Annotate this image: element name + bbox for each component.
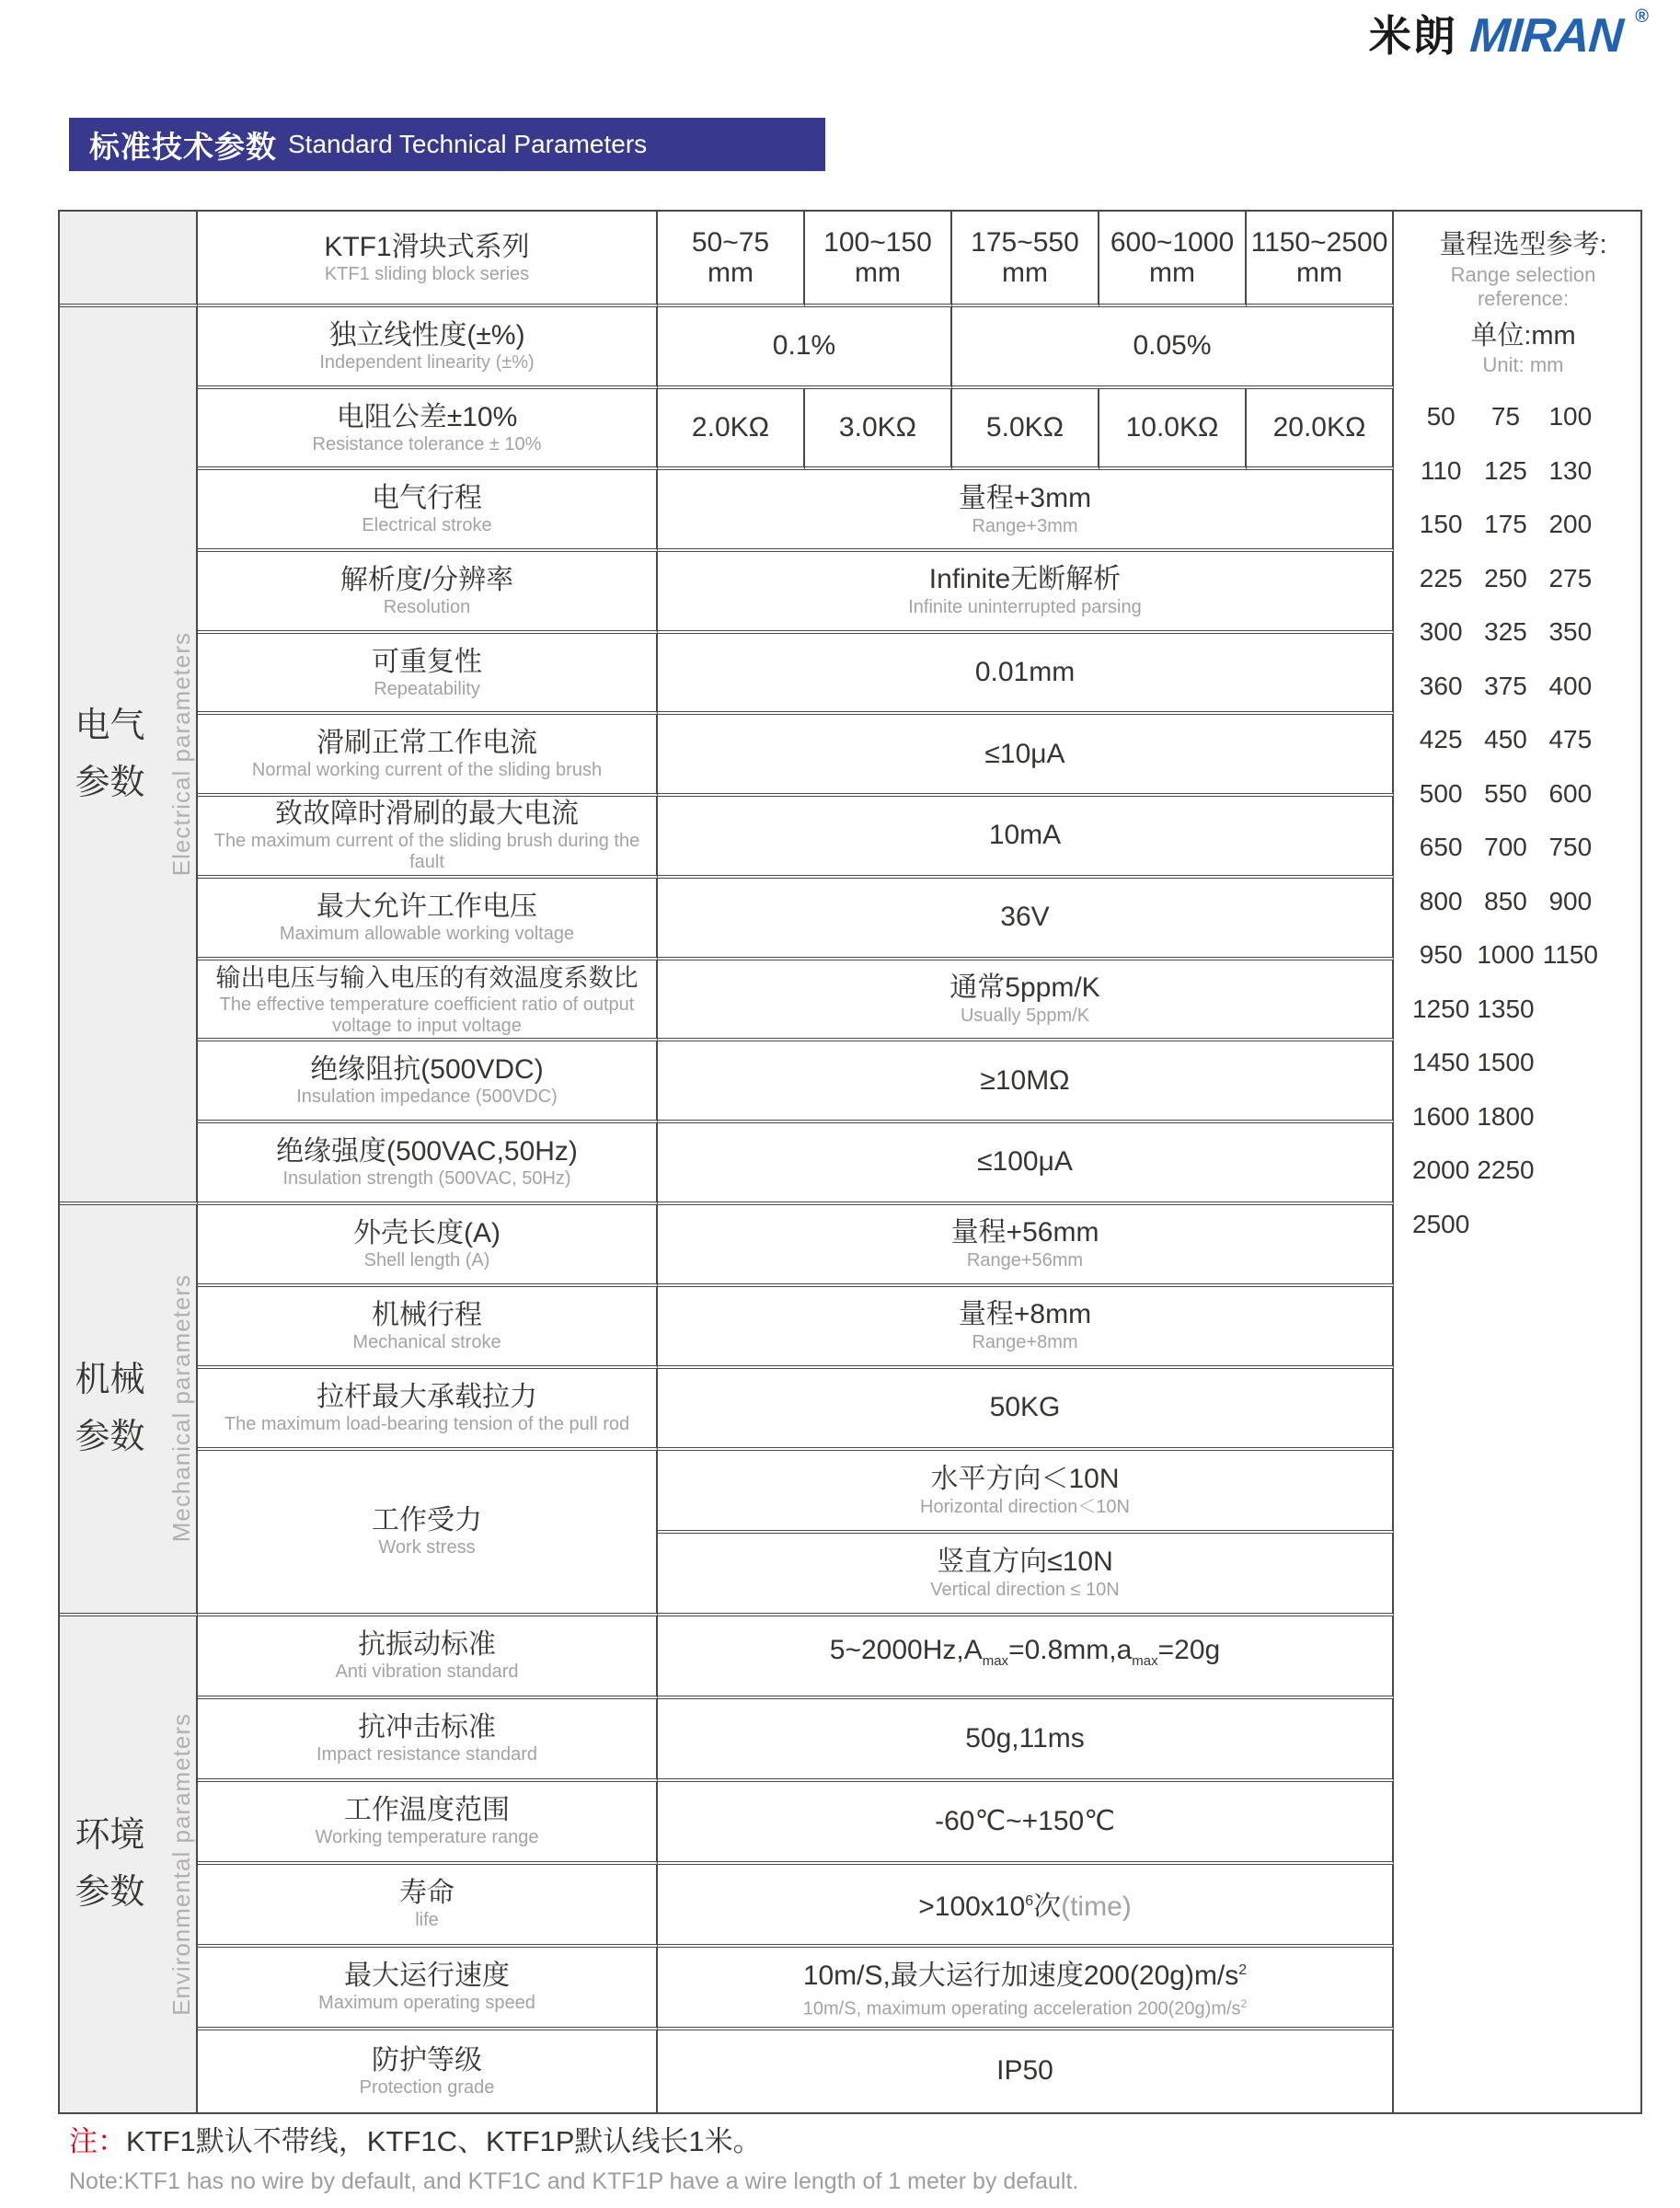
technical-parameters-table [58,210,1642,2114]
range-row: 360 375 400 [1419,671,1593,700]
category-label-english: Electrical parameters [167,632,195,877]
range-row: 300 325 350 [1419,617,1593,647]
row-resistance-value-4: 20.0KΩ [1247,389,1394,471]
range-row: 650 700 750 [1419,833,1593,862]
category-label-chinese: 环境参数 [75,1816,145,1913]
row-max-speed-value: 10m/S,最大运行加速度$200(20g)m/s^2$ 10m/S, maximum operating acceleration $200(20g)m/s^2$ [658,1948,1394,2030]
category-label-chinese: 电气参数 [75,706,145,802]
brand-logo [1368,6,1649,63]
range-value: 1150~2500 [1250,227,1388,258]
range-value: 50~75 [691,227,770,258]
row-electrical-stroke-label: 电气行程 Electrical stroke [198,470,658,552]
range-row: 1450 1500 [1412,1048,1535,1077]
brand-logo-wordmark: MIRAN [1467,9,1625,63]
series-name-chinese: KTF1滑块式系列 [324,231,530,262]
range-row: 110 125 130 [1420,455,1593,485]
row-insulation-impedance-value: ≥10MΩ [658,1041,1394,1123]
row-resolution-label: 解析度/分辨率 Resolution [198,552,658,634]
row-brush-current-label: 滑刷正常工作电流 Normal working current of the sliding brush [198,715,658,797]
row-mechanical-stroke-value: 量程+8mm Range+8mm [658,1287,1394,1369]
range-reference-heading [1394,226,1640,377]
category-label-chinese: 机械参数 [75,1361,145,1457]
footnote [69,2123,1633,2197]
category-mechanical-parameters [60,1205,198,1616]
row-pull-rod-tension-value: 50KG [658,1369,1394,1451]
row-life-value: $>100x10^6$次(time) [658,1865,1394,1948]
range-reference-unit-english: Unit: mm [1482,353,1564,376]
row-anti-vibration-label: 抗振动标准 Anti vibration standard [198,1616,658,1699]
header-range-column-4 [1247,212,1394,307]
header-range-column-2 [952,212,1099,307]
category-label-english: Environmental parameters [167,1712,195,2016]
category-environmental-parameters [60,1616,198,2112]
row-insulation-strength-value: ≤100μA [658,1123,1394,1205]
row-repeatability-label: 可重复性 Repeatability [198,634,658,716]
row-fault-current-label: 致故障时滑刷的最大电流 The maximum current of the sliding brush during the fault [198,797,658,879]
registered-trademark-icon: ® [1635,6,1649,27]
row-repeatability-value: 0.01mm [658,634,1394,716]
series-name-english: KTF1 sliding block series [324,263,530,284]
row-temp-coefficient-value: 通常5ppm/K Usually 5ppm/K [658,960,1394,1042]
header-range-column-3 [1099,212,1247,307]
range-row: 50 75 100 [1426,402,1593,431]
footnote-english: Note:KTF1 has no wire by default, and KTF1C and KTF1P have a wire length of 1 meter by default. [69,2168,1079,2194]
range-row: 425 450 475 [1419,725,1593,754]
range-row: 950 1000 1150 [1419,940,1598,970]
range-reference-title-english-1: Range selection [1450,263,1596,286]
section-title-bar [69,118,825,171]
row-work-stress-vertical-value: 竖直方向≤10N Vertical direction ≤ 10N [658,1534,1394,1616]
header-range-column-1 [805,212,952,307]
range-row: 150 175 200 [1419,510,1593,539]
range-row: 1250 1350 [1412,994,1535,1023]
section-title-english: Standard Technical Parameters [288,130,648,158]
header-category-spacer [60,212,198,307]
row-linearity-label: 独立线性度(±%) Independent linearity (±%) [198,307,658,389]
range-unit: mm [1296,258,1342,288]
row-resistance-value-3: 10.0KΩ [1099,389,1247,471]
range-unit: mm [855,258,901,288]
row-max-voltage-value: 36V [658,879,1394,960]
row-insulation-impedance-label: 绝缘阻抗(500VDC) Insulation impedance (500VDC) [198,1041,658,1123]
range-row: 1600 1800 [1412,1101,1535,1131]
section-title-chinese: 标准技术参数 [89,129,277,164]
row-resistance-label: 电阻公差±10% Resistance tolerance ± 10% [198,389,658,471]
range-selection-reference-panel [1394,212,1640,2112]
row-fault-current-value: 10mA [658,797,1394,879]
range-row: 500 550 600 [1419,778,1593,808]
row-temperature-range-label: 工作温度范围 Working temperature range [198,1782,658,1865]
brand-logo-chinese: 米朗 [1368,12,1457,60]
row-shell-length-label: 外壳长度(A) Shell length (A) [198,1205,658,1287]
category-electrical-parameters [60,307,198,1205]
range-reference-number-grid [1394,390,1640,1251]
category-label-english: Mechanical parameters [167,1274,195,1543]
row-anti-vibration-value: $5\sim 2000Hz,A_{max}=0.8mm,a_{max}=20g$ [658,1616,1394,1699]
row-resistance-value-2: 5.0KΩ [952,389,1099,471]
row-electrical-stroke-value: 量程+3mm Range+3mm [658,470,1394,552]
range-reference-title-english-2: reference: [1477,287,1570,310]
row-linearity-value-low-range: 0.1% [658,307,952,389]
footnote-chinese: 注：KTF1默认不带线，KTF1C、KTF1P默认线长1米。 [69,2125,762,2157]
range-reference-unit-chinese: 单位:mm [1470,321,1576,351]
range-unit: mm [1002,258,1048,288]
row-insulation-strength-label: 绝缘强度(500VAC,50Hz) Insulation strength (500VAC, 50Hz) [198,1123,658,1205]
range-reference-title-chinese: 量程选型参考: [1439,230,1607,259]
row-mechanical-stroke-label: 机械行程 Mechanical stroke [198,1287,658,1369]
row-linearity-value-high-range: 0.05% [952,307,1394,389]
row-temperature-range-value: -60℃~+150℃ [658,1782,1394,1865]
range-row: 225 250 275 [1419,563,1593,592]
row-protection-grade-value: IP50 [658,2030,1394,2112]
row-brush-current-value: ≤10μA [658,715,1394,797]
row-protection-grade-label: 防护等级 Protection grade [198,2030,658,2112]
header-range-column-0 [658,212,805,307]
range-row: 800 850 900 [1419,886,1593,915]
footnote-prefix: 注： [69,2125,126,2157]
row-shell-length-value: 量程+56mm Range+56mm [658,1205,1394,1287]
range-unit: mm [708,258,754,288]
row-resistance-value-1: 3.0KΩ [805,389,952,471]
range-value: 600~1000 [1110,227,1235,258]
range-row: 2000 2250 [1412,1156,1535,1185]
range-value: 100~150 [823,227,932,258]
row-work-stress-horizontal-value: 水平方向＜10N Horizontal direction＜10N [658,1451,1394,1534]
row-resolution-value: Infinite无断解析 Infinite uninterrupted parsing [658,552,1394,634]
row-work-stress-label: 工作受力 Work stress [198,1451,658,1616]
header-series-cell [198,212,658,307]
row-max-voltage-label: 最大允许工作电压 Maximum allowable working voltage [198,879,658,960]
row-max-speed-label: 最大运行速度 Maximum operating speed [198,1948,658,2030]
row-pull-rod-tension-label: 拉杆最大承载拉力 The maximum load-bearing tension of the pull rod [198,1369,658,1451]
row-temp-coefficient-label: 输出电压与输入电压的有效温度系数比 The effective temperature coefficient ratio of output voltage to input voltage [198,960,658,1042]
row-resistance-value-0: 2.0KΩ [658,389,805,471]
row-life-label: 寿命 life [198,1865,658,1948]
row-impact-label: 抗冲击标准 Impact resistance standard [198,1699,658,1782]
range-value: 175~550 [971,227,1079,258]
range-unit: mm [1149,258,1195,288]
row-impact-value: 50g,11ms [658,1699,1394,1782]
range-row: 2500 [1412,1209,1470,1238]
